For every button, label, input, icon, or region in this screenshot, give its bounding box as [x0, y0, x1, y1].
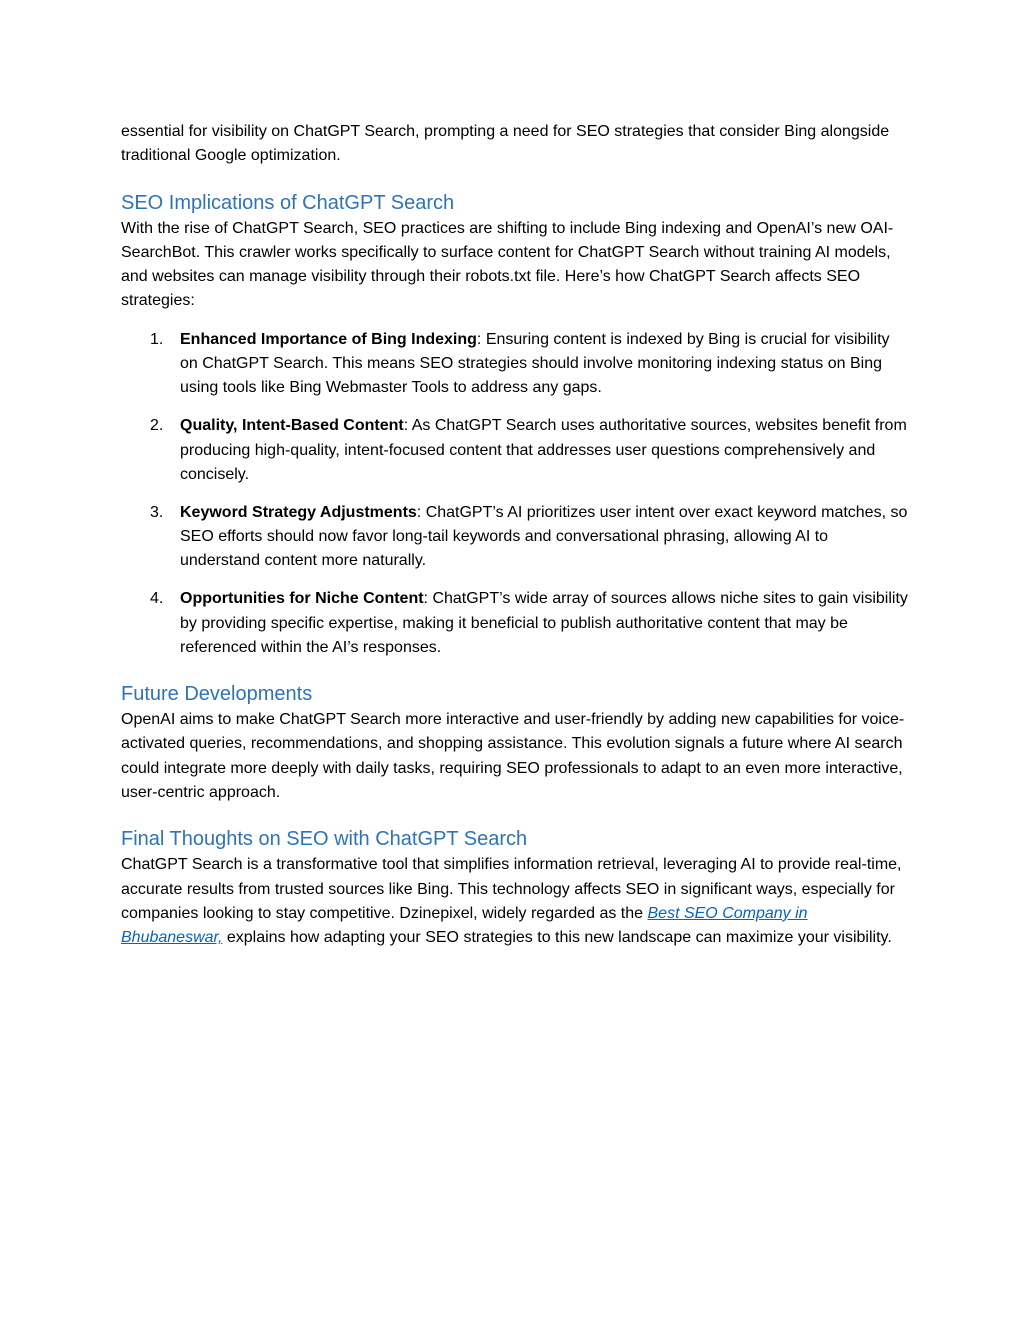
section-heading-final-thoughts: Final Thoughts on SEO with ChatGPT Search [121, 828, 528, 851]
list-item-number: 3. [150, 503, 164, 521]
list-item-title: Opportunities for Niche Content [180, 590, 424, 608]
list-item [121, 328, 911, 401]
list-item-title: Keyword Strategy Adjustments [180, 503, 417, 521]
list-item-text: : Ensuring content is indexed by Bing is crucial for visibility on ChatGPT Search. This means SEO strategies should involve monitoring indexing status on Bing using tools like Bing Webmaster Tools to address any gaps. [180, 330, 890, 397]
intro-paragraph: essential for visibility on ChatGPT Search, prompting a need for SEO strategies that consider Bing alongside traditional Google optimization. [121, 123, 890, 165]
list-item-text: : ChatGPT’s AI prioritizes user intent over exact keyword matches, so SEO efforts should now favor long-tail keywords and conversational phrasing, allowing AI to understand content more naturally. [180, 503, 908, 570]
list-item [121, 501, 911, 574]
section-seo-implications [121, 189, 911, 661]
list-item-text: : ChatGPT’s wide array of sources allows niche sites to gain visibility by providing specific expertise, making it beneficial to publish authoritative content that may be referenced within the AI’s responses. [180, 590, 908, 656]
list-item [121, 587, 911, 660]
final-thoughts-text-after: explains how adapting your SEO strategies to this new landscape can maximize your visibility. [222, 929, 892, 947]
final-thoughts-paragraph [121, 853, 911, 950]
document-page [121, 120, 911, 971]
list-item-number: 1. [150, 330, 164, 348]
future-developments-paragraph: OpenAI aims to make ChatGPT Search more interactive and user-friendly by adding new capabilities for voice-activated queries, recommendations, and shopping assistance. This evolution signals a future where AI search could integrate more deeply with daily tasks, requiring SEO professionals to adapt to an even more interactive, user-centric approach. [121, 711, 905, 802]
list-item-number: 4. [150, 590, 164, 608]
final-thoughts-text-before: ChatGPT Search is a transformative tool that simplifies information retrieval, leveraging AI to provide real-time, accurate results from trusted sources like Bing. This technology affects SEO in significant ways, especially for companies looking to stay competitive. Dzinepixel, widely regarded as the [121, 856, 902, 922]
list-item-title: Enhanced Importance of Bing Indexing [180, 330, 477, 348]
list-item [121, 414, 911, 487]
section-final-thoughts [121, 825, 911, 950]
seo-implications-paragraph: With the rise of ChatGPT Search, SEO practices are shifting to include Bing indexing and OpenAI’s new OAI-SearchBot. This crawler works specifically to surface content for ChatGPT Search without training AI models, and websites can manage visibility through their robots.txt file. Here’s how ChatGPT Search affects SEO strategies: [121, 219, 894, 310]
list-item-title: Quality, Intent-Based Content [180, 417, 404, 435]
section-heading-seo-implications: SEO Implications of ChatGPT Search [121, 191, 455, 214]
best-seo-company-link[interactable]: Best SEO Company in Bhubaneswar, [121, 904, 808, 947]
list-item-number: 2. [150, 417, 164, 435]
seo-strategies-list [121, 328, 911, 660]
list-item-text: : As ChatGPT Search uses authoritative sources, websites benefit from producing high-quality, intent-focused content that addresses user questions comprehensively and concisely. [180, 417, 907, 483]
section-future-developments [121, 680, 911, 805]
section-heading-future-developments: Future Developments [121, 683, 313, 706]
